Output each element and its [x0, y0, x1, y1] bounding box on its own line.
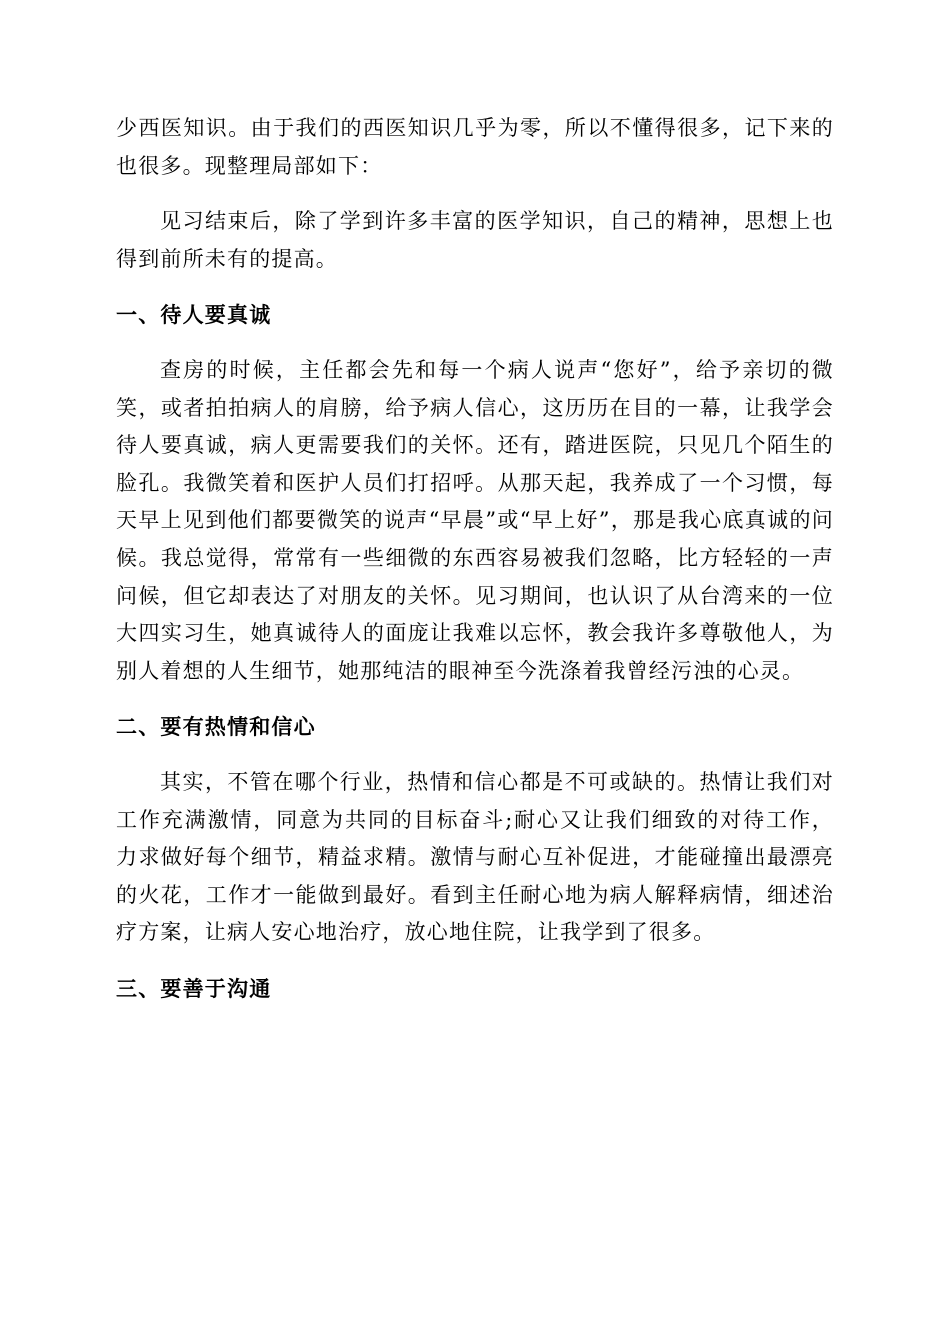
section-heading-2: 二、要有热情和信心: [116, 714, 316, 740]
document-page: [116, 110, 834, 1007]
section-heading-1: 一、待人要真诚: [116, 302, 272, 328]
spacer: [116, 746, 834, 764]
spacer: [116, 185, 834, 203]
spacer: [116, 334, 834, 352]
spacer: [116, 952, 834, 970]
spacer: [116, 690, 834, 708]
paragraph-intro: 少西医知识。由于我们的西医知识几乎为零，所以不懂得很多，记下来的也很多。现整理局部如下：: [116, 116, 834, 178]
spacer: [116, 278, 834, 296]
paragraph-sincerity: 查房的时候，主任都会先和每一个病人说声“您好”，给予亲切的微笑，或者拍拍病人的肩膀，给予病人信心，这历历在目的一幕，让我学会待人要真诚，病人更需要我们的关怀。还有，踏进医院，只见几个陌生的脸孔。我微笑着和医护人员们打招呼。从那天起，我养成了一个习惯，每天早上见到他们都要微笑的说声“早晨”或“早上好”，那是我心底真诚的问候。我总觉得，常常有一些细微的东西容易被我们忽略，比方轻轻的一声问候，但它却表达了对朋友的关怀。见习期间，也认识了从台湾来的一位大四实习生，她真诚待人的面庞让我难以忘怀，教会我许多尊敬他人，为别人着想的人生细节，她那纯洁的眼神至今洗涤着我曾经污浊的心灵。: [116, 357, 834, 683]
paragraph-summary: 见习结束后，除了学到许多丰富的医学知识，自己的精神，思想上也得到前所未有的提高。: [116, 209, 834, 271]
paragraph-passion: 其实，不管在哪个行业，热情和信心都是不可或缺的。热情让我们对工作充满激情，同意为共同的目标奋斗;耐心又让我们细致的对待工作，力求做好每个细节，精益求精。激情与耐心互补促进，才能碰撞出最漂亮的火花，工作才一能做到最好。看到主任耐心地为病人解释病情，细述治疗方案，让病人安心地治疗，放心地住院，让我学到了很多。: [116, 769, 834, 945]
section-heading-3: 三、要善于沟通: [116, 975, 272, 1001]
